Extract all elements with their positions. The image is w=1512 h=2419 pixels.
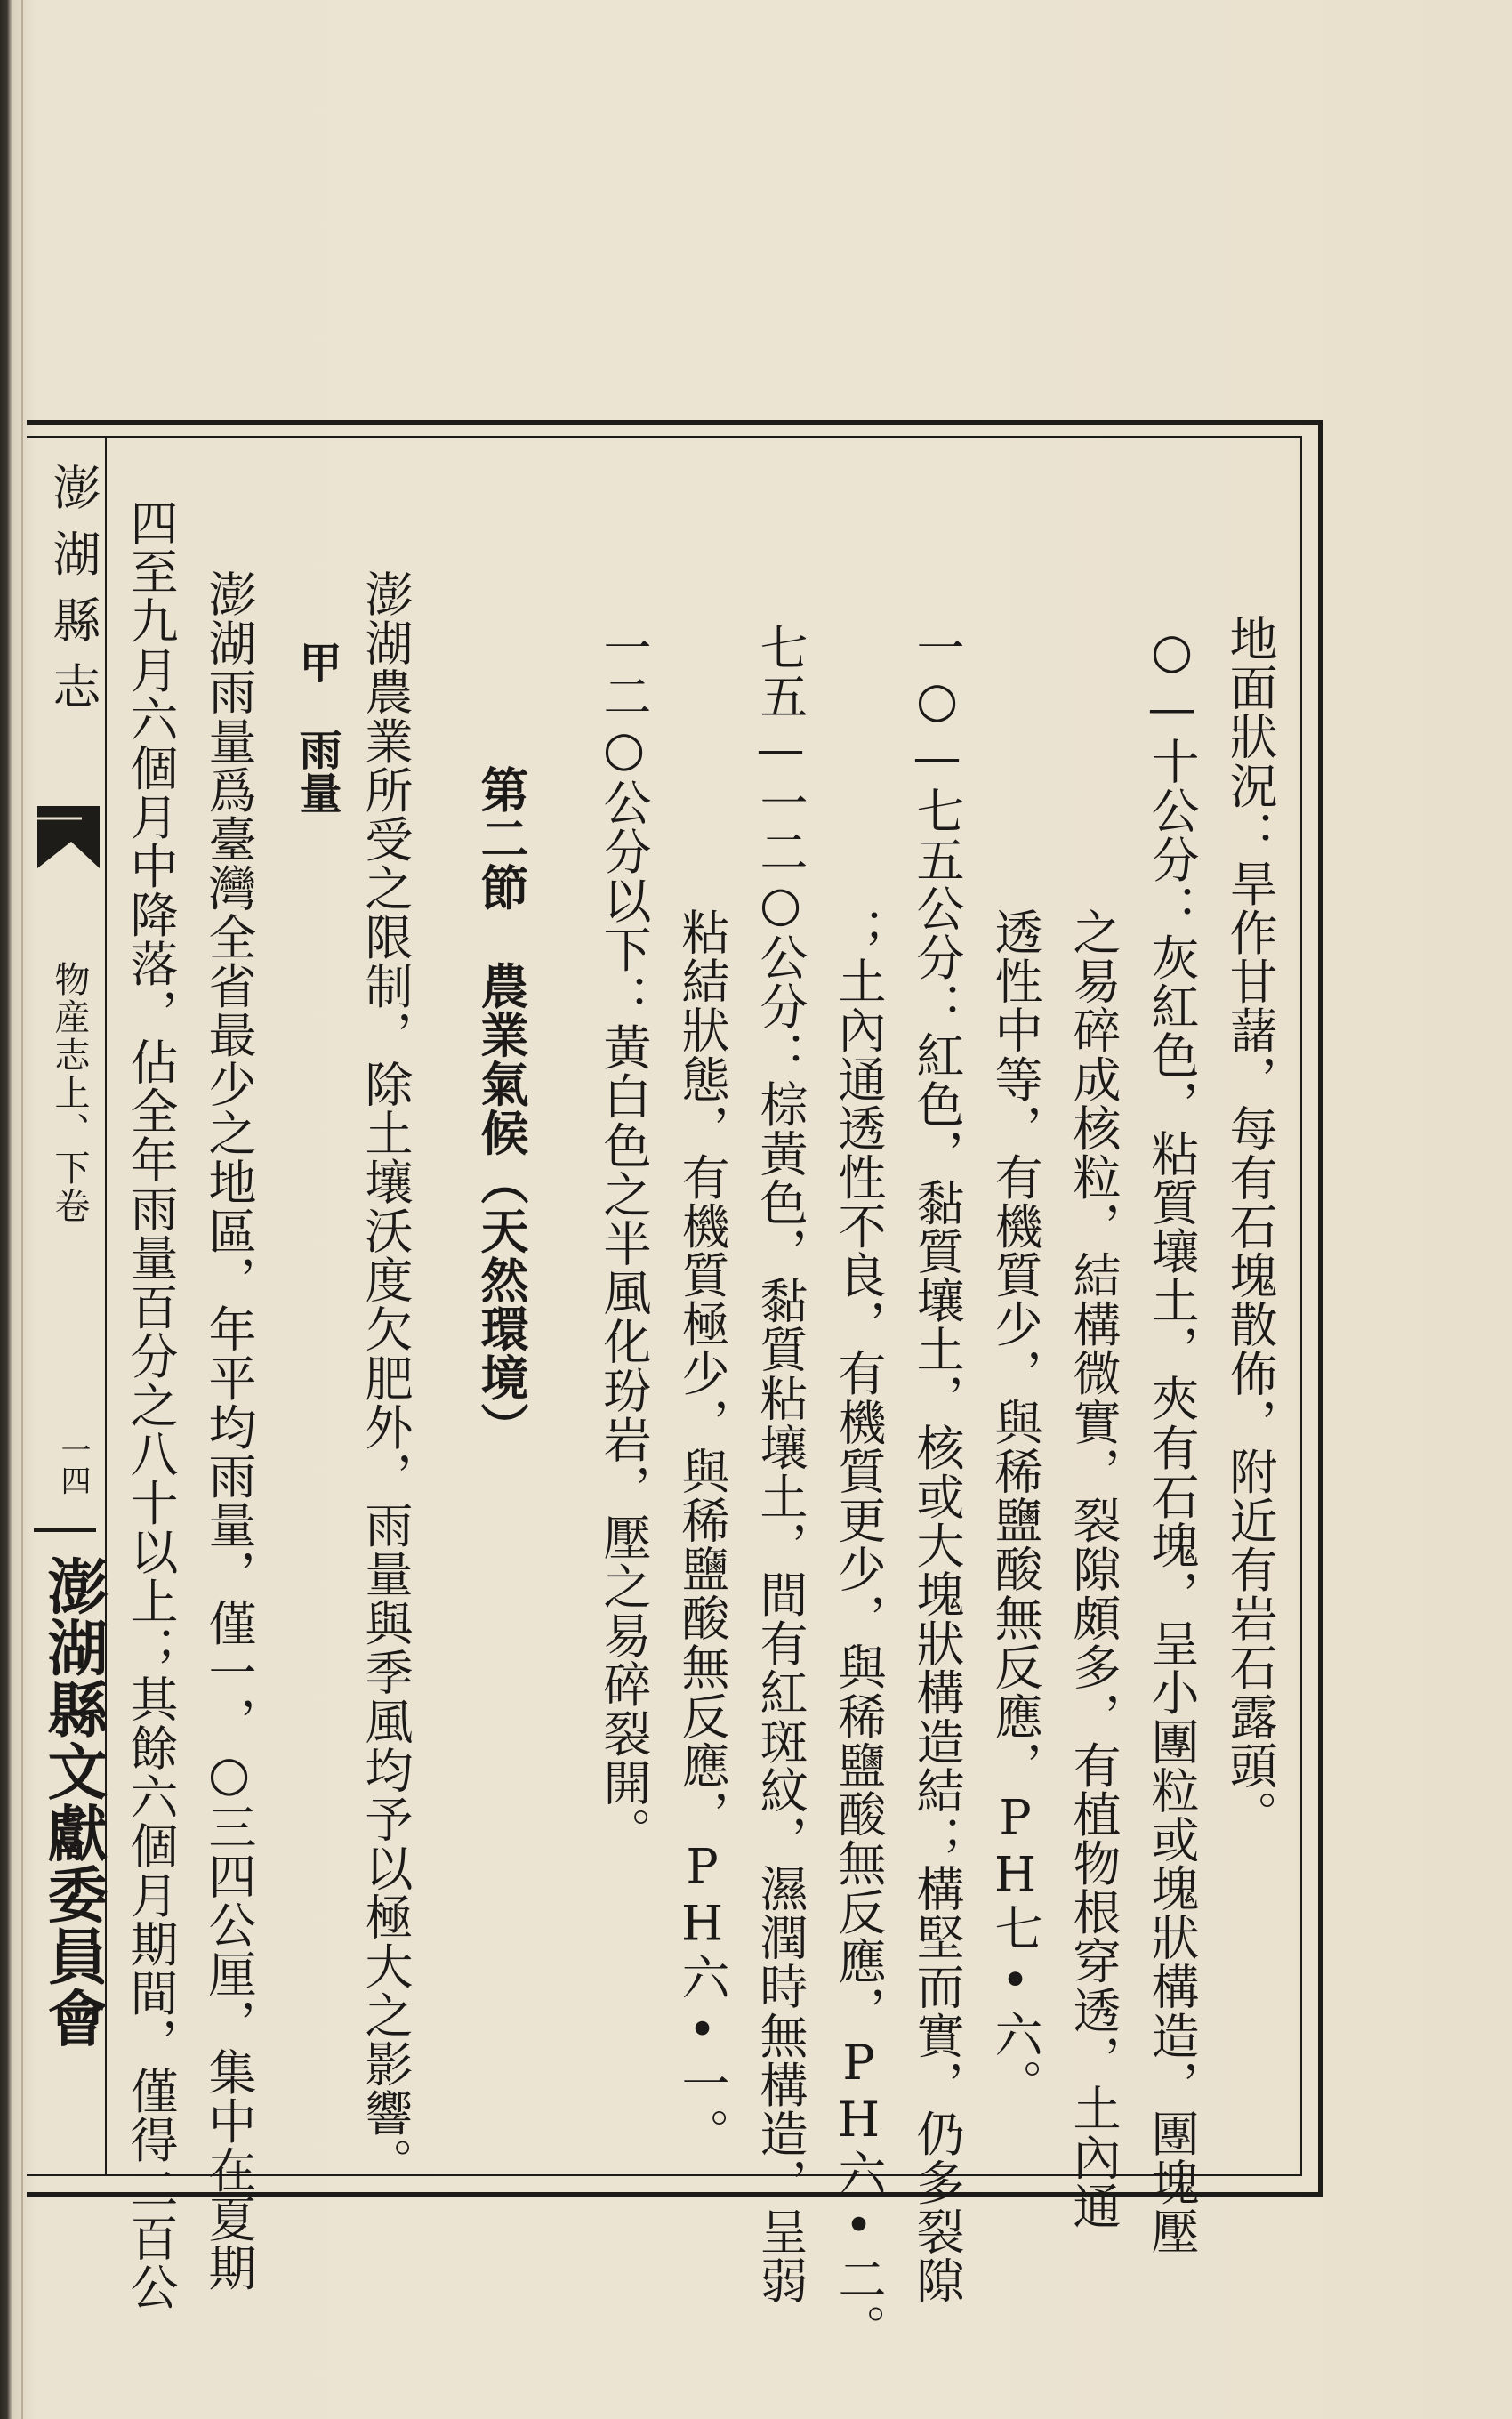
text-column-8: 粘結狀態，有機質極少，與稀鹽酸無反應，PH六•一。 [674,907,730,2157]
text-column-6: ；土內通透性不良，有機質更少，與稀鹽酸無反應，PH六•二。 [831,907,887,2353]
text-column-3: 之易碎成核粒，結構微實，裂隙頗多，有植物根穿透，土內通 [1066,907,1122,2231]
margin-rule [34,1528,96,1532]
text-column-4: 透性中等，有機質少，與稀鹽酸無反應，PH七•六。 [987,907,1043,2108]
subsection-heading: 甲 雨量 [292,641,342,815]
text-column-13: 澎湖雨量爲臺灣全省最少之地區，年平均雨量，僅一，○三四公厘，集中在夏期 [201,569,257,2293]
text-column-11: 澎湖農業所受之限制，除土壤沃度欠肥外，雨量與季風均予以極大之影響。 [358,569,414,2187]
margin-section-title: 物産志上、下卷 [49,961,90,1225]
fishtail-mark-icon [37,806,100,868]
margin-publisher: 澎湖縣文獻委員會 [37,1555,109,2049]
margin-page-number: 一四 [55,1434,91,1496]
binding-edge [21,0,23,2419]
text-column-2: ○—十公分：灰紅色，粘質壤土，夾有石塊，呈小團粒或塊狀構造，團塊壓 [1144,623,1200,2256]
margin-book-title: 澎湖縣志 [45,463,101,729]
text-column-1: 地面狀況：旱作甘藷，每有石塊散佈，附近有岩石露頭。 [1222,614,1278,1839]
text-column-14: 四至九月六個月中降落，佔全年雨量百分之八十以上；其餘六個月期間，僅得二百公 [123,498,179,2311]
text-column-5: 一○—七五公分：紅色，黏質壤土，核或大塊狀構造結；構堅而實，仍多裂隙 [909,623,965,2305]
section-heading: 第二節 農業氣候（天然環境） [473,765,530,1452]
text-column-9: 一二○公分以下：黃白色之半風化玢岩，壓之易碎裂開。 [596,623,652,1856]
text-column-7: 七五—一二○公分：棕黃色，黏質粘壤土，間有紅斑紋，濕潤時無構造，呈弱 [752,623,808,2305]
